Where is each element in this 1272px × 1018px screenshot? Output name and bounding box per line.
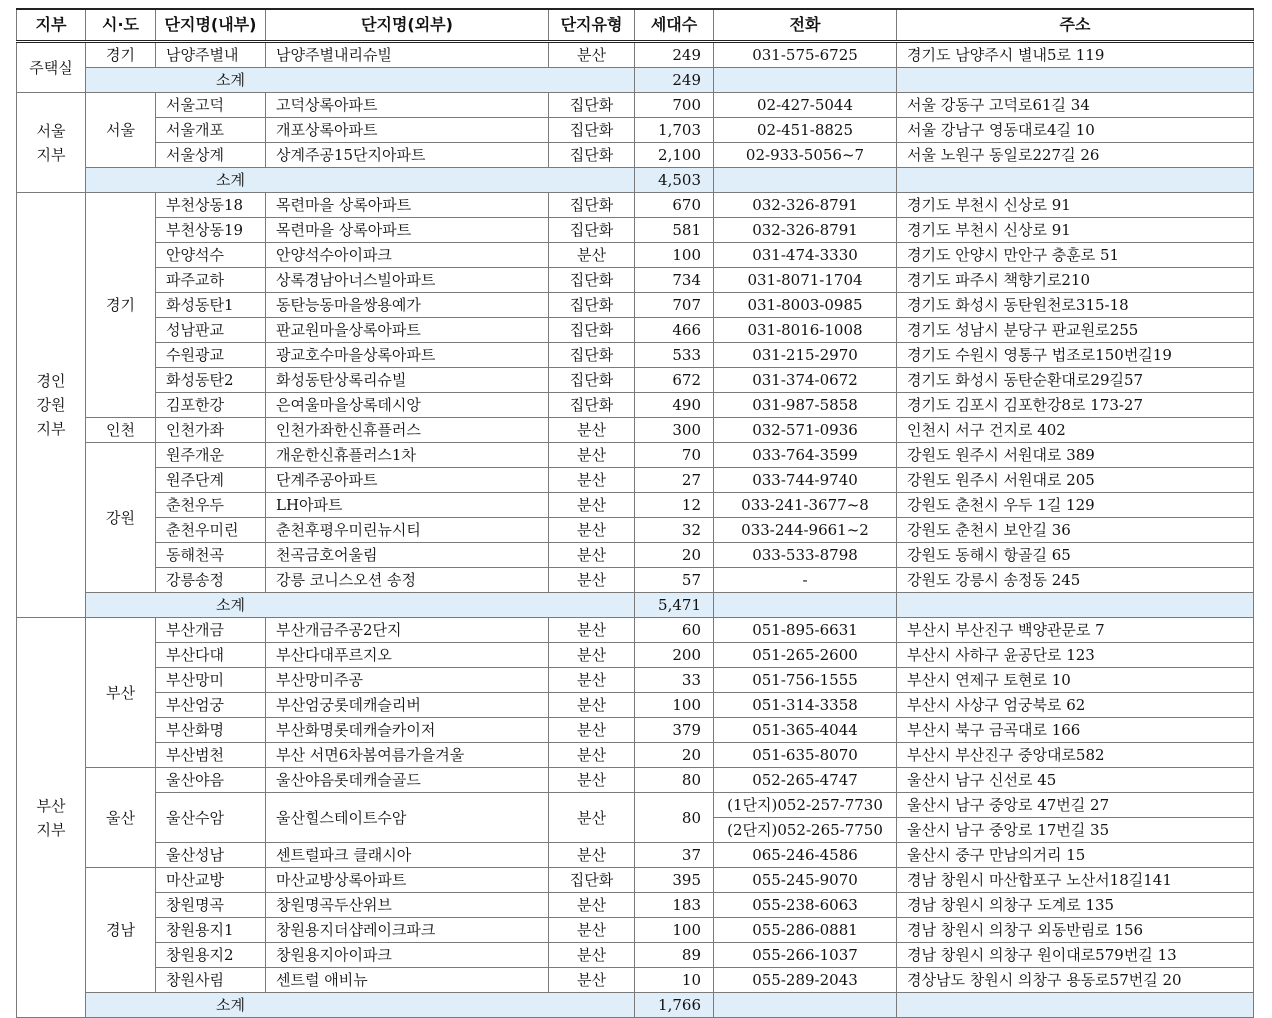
internal-name-cell: 부산화명 [156, 718, 266, 743]
units-cell: 2,100 [635, 143, 714, 168]
address-cell: 강원도 원주시 서원대로 389 [897, 443, 1254, 468]
address-cell: 경기도 부천시 신상로 91 [897, 218, 1254, 243]
units-cell: 533 [635, 343, 714, 368]
units-cell: 300 [635, 418, 714, 443]
subtotal-row [17, 993, 1254, 1018]
header-complex-type: 단지유형 [549, 9, 635, 42]
external-name-cell: 부산엄궁롯데캐슬리버 [266, 693, 549, 718]
complex-type-cell: 집단화 [549, 318, 635, 343]
phone-cell: 031-575-6725 [714, 42, 897, 68]
internal-name-cell: 창원명곡 [156, 893, 266, 918]
phone-cell: (1단지)052-257-7730 [714, 793, 897, 818]
external-name-cell: 목련마을 상록아파트 [266, 218, 549, 243]
address-cell: 경기도 남양주시 별내5로 119 [897, 42, 1254, 68]
complex-type-cell: 분산 [549, 893, 635, 918]
complex-type-cell: 분산 [549, 243, 635, 268]
branch-line: 서울 [36, 121, 66, 140]
internal-name-cell: 부산다대 [156, 643, 266, 668]
address-cell: 경남 창원시 마산합포구 노산서18길141 [897, 868, 1254, 893]
branch-line: 지부 [36, 820, 66, 839]
table-row [17, 768, 1254, 793]
table-row [17, 493, 1254, 518]
table-row [17, 318, 1254, 343]
subtotal-empty-phone [714, 993, 897, 1018]
units-cell: 707 [635, 293, 714, 318]
address-cell: 부산시 북구 금곡대로 166 [897, 718, 1254, 743]
complex-type-cell: 집단화 [549, 343, 635, 368]
address-cell: 서울 노원구 동일로227길 26 [897, 143, 1254, 168]
internal-name-cell: 원주개운 [156, 443, 266, 468]
address-cell: 경기도 부천시 신상로 91 [897, 193, 1254, 218]
external-name-cell: 목련마을 상록아파트 [266, 193, 549, 218]
phone-cell: 055-238-6063 [714, 893, 897, 918]
external-name-cell: 안양석수아이파크 [266, 243, 549, 268]
address-cell: 경기도 성남시 분당구 판교원로255 [897, 318, 1254, 343]
phone-cell: 051-895-6631 [714, 618, 897, 643]
subtotal-empty-phone [714, 593, 897, 618]
phone-cell: 051-635-8070 [714, 743, 897, 768]
branch-cell [17, 93, 86, 193]
units-cell: 200 [635, 643, 714, 668]
table-row [17, 968, 1254, 993]
header-external-name: 단지명(외부) [266, 9, 549, 42]
address-cell: 강원도 춘천시 우두 1길 129 [897, 493, 1254, 518]
address-cell: 경기도 김포시 김포한강8로 173-27 [897, 393, 1254, 418]
address-cell: 부산시 부산진구 백양관문로 7 [897, 618, 1254, 643]
table-row [17, 543, 1254, 568]
address-cell: 경기도 화성시 동탄원천로315-18 [897, 293, 1254, 318]
subtotal-units: 249 [635, 68, 714, 93]
internal-name-cell: 마산교방 [156, 868, 266, 893]
address-cell: 부산시 연제구 토현로 10 [897, 668, 1254, 693]
phone-cell: 051-756-1555 [714, 668, 897, 693]
subtotal-empty-address [897, 593, 1254, 618]
internal-name-cell: 화성동탄2 [156, 368, 266, 393]
table-row [17, 93, 1254, 118]
subtotal-label: 소계 [86, 993, 635, 1018]
phone-cell: (2단지)052-265-7750 [714, 818, 897, 843]
complex-type-cell: 분산 [549, 468, 635, 493]
internal-name-cell: 부산망미 [156, 668, 266, 693]
units-cell: 466 [635, 318, 714, 343]
units-cell: 20 [635, 743, 714, 768]
units-cell: 100 [635, 918, 714, 943]
internal-name-cell: 화성동탄1 [156, 293, 266, 318]
complex-type-cell: 집단화 [549, 143, 635, 168]
subtotal-row [17, 68, 1254, 93]
province-cell: 인천 [86, 418, 156, 443]
table-row [17, 218, 1254, 243]
phone-cell: 02-933-5056~7 [714, 143, 897, 168]
table-row [17, 343, 1254, 368]
branch-line: 강원 [36, 396, 66, 414]
phone-cell: 033-764-3599 [714, 443, 897, 468]
header-address: 주소 [897, 9, 1254, 42]
units-cell: 27 [635, 468, 714, 493]
province-cell: 강원 [86, 443, 156, 593]
phone-cell: 033-244-9661~2 [714, 518, 897, 543]
external-name-cell: 춘천후평우미린뉴시티 [266, 518, 549, 543]
header-phone: 전화 [714, 9, 897, 42]
table-row [17, 443, 1254, 468]
internal-name-cell: 동해천곡 [156, 543, 266, 568]
subtotal-empty-phone [714, 68, 897, 93]
internal-name-cell: 원주단계 [156, 468, 266, 493]
phone-cell: 031-987-5858 [714, 393, 897, 418]
address-cell: 경남 창원시 의창구 외동반림로 156 [897, 918, 1254, 943]
header-branch: 지부 [17, 9, 86, 42]
phone-cell: 031-8003-0985 [714, 293, 897, 318]
address-cell: 부산시 부산진구 중앙대로582 [897, 743, 1254, 768]
province-cell: 서울 [86, 93, 156, 168]
units-cell: 80 [635, 793, 714, 843]
table-row [17, 943, 1254, 968]
table-row [17, 668, 1254, 693]
external-name-cell: 창원명곡두산위브 [266, 893, 549, 918]
complex-type-cell: 분산 [549, 618, 635, 643]
internal-name-cell: 울산성남 [156, 843, 266, 868]
units-cell: 32 [635, 518, 714, 543]
external-name-cell: 동탄능동마을쌍용예가 [266, 293, 549, 318]
table-row [17, 718, 1254, 743]
phone-cell: - [714, 568, 897, 593]
units-cell: 20 [635, 543, 714, 568]
phone-cell: 051-365-4044 [714, 718, 897, 743]
internal-name-cell: 창원용지1 [156, 918, 266, 943]
phone-cell: 052-265-4747 [714, 768, 897, 793]
external-name-cell: 상계주공15단지아파트 [266, 143, 549, 168]
table-row [17, 793, 1254, 818]
external-name-cell: 천곡금호어울림 [266, 543, 549, 568]
subtotal-empty-address [897, 993, 1254, 1018]
internal-name-cell: 창원사림 [156, 968, 266, 993]
phone-cell: 033-744-9740 [714, 468, 897, 493]
external-name-cell: 인천가좌한신휴플러스 [266, 418, 549, 443]
phone-cell: 051-265-2600 [714, 643, 897, 668]
internal-name-cell: 서울고덕 [156, 93, 266, 118]
units-cell: 1,703 [635, 118, 714, 143]
complex-type-cell: 분산 [549, 718, 635, 743]
table-row [17, 268, 1254, 293]
subtotal-empty-phone [714, 168, 897, 193]
units-cell: 70 [635, 443, 714, 468]
units-cell: 60 [635, 618, 714, 643]
external-name-cell: 마산교방상록아파트 [266, 868, 549, 893]
external-name-cell: 화성동탄상록리슈빌 [266, 368, 549, 393]
address-cell: 강원도 원주시 서원대로 205 [897, 468, 1254, 493]
external-name-cell: 단계주공아파트 [266, 468, 549, 493]
phone-cell: 033-533-8798 [714, 543, 897, 568]
complex-type-cell: 분산 [549, 568, 635, 593]
internal-name-cell: 춘천우두 [156, 493, 266, 518]
address-cell: 울산시 남구 중앙로 47번길 27 [897, 793, 1254, 818]
subtotal-units: 4,503 [635, 168, 714, 193]
address-cell: 강원도 동해시 항골길 65 [897, 543, 1254, 568]
header-internal-name: 단지명(내부) [156, 9, 266, 42]
phone-cell: 031-215-2970 [714, 343, 897, 368]
complex-type-cell: 분산 [549, 793, 635, 843]
subtotal-label: 소계 [86, 68, 635, 93]
complex-type-cell: 분산 [549, 918, 635, 943]
province-cell: 울산 [86, 768, 156, 868]
subtotal-row [17, 168, 1254, 193]
complex-type-cell: 분산 [549, 668, 635, 693]
external-name-cell: 부산개금주공2단지 [266, 618, 549, 643]
table-row [17, 643, 1254, 668]
address-cell: 부산시 사상구 엄궁북로 62 [897, 693, 1254, 718]
complex-type-cell: 집단화 [549, 293, 635, 318]
table-row [17, 618, 1254, 643]
phone-cell: 031-374-0672 [714, 368, 897, 393]
address-cell: 울산시 남구 신선로 45 [897, 768, 1254, 793]
phone-cell: 065-246-4586 [714, 843, 897, 868]
units-cell: 490 [635, 393, 714, 418]
subtotal-empty-address [897, 168, 1254, 193]
units-cell: 100 [635, 693, 714, 718]
branch-cell [17, 193, 86, 618]
internal-name-cell: 수원광교 [156, 343, 266, 368]
phone-cell: 055-286-0881 [714, 918, 897, 943]
table-row [17, 143, 1254, 168]
units-cell: 670 [635, 193, 714, 218]
table-row [17, 293, 1254, 318]
units-cell: 100 [635, 243, 714, 268]
phone-cell: 055-266-1037 [714, 943, 897, 968]
address-cell: 강원도 강릉시 송정동 245 [897, 568, 1254, 593]
table-row [17, 918, 1254, 943]
external-name-cell: LH아파트 [266, 493, 549, 518]
province-cell: 경기 [86, 42, 156, 68]
external-name-cell: 개운한신휴플러스1차 [266, 443, 549, 468]
address-cell: 부산시 사하구 윤공단로 123 [897, 643, 1254, 668]
complex-type-cell: 집단화 [549, 93, 635, 118]
address-cell: 경상남도 창원시 의창구 용동로57번길 20 [897, 968, 1254, 993]
external-name-cell: 창원용지아이파크 [266, 943, 549, 968]
phone-cell: 033-241-3677~8 [714, 493, 897, 518]
table-row [17, 368, 1254, 393]
units-cell: 249 [635, 42, 714, 68]
units-cell: 395 [635, 868, 714, 893]
address-cell: 인천시 서구 건지로 402 [897, 418, 1254, 443]
branch-line: 지부 [36, 420, 66, 438]
subtotal-units: 5,471 [635, 593, 714, 618]
header-row [17, 9, 1254, 42]
phone-cell: 031-474-3330 [714, 243, 897, 268]
complex-type-cell: 분산 [549, 42, 635, 68]
internal-name-cell: 창원용지2 [156, 943, 266, 968]
branch-line: 지부 [36, 145, 66, 164]
phone-cell: 02-451-8825 [714, 118, 897, 143]
complex-type-cell: 분산 [549, 643, 635, 668]
external-name-cell: 남양주별내리슈빌 [266, 42, 549, 68]
complex-type-cell: 분산 [549, 943, 635, 968]
address-cell: 경남 창원시 의창구 원이대로579번길 13 [897, 943, 1254, 968]
internal-name-cell: 부천상동18 [156, 193, 266, 218]
units-cell: 379 [635, 718, 714, 743]
province-cell: 경기 [86, 193, 156, 418]
internal-name-cell: 부산범천 [156, 743, 266, 768]
external-name-cell: 울산야음롯데캐슬골드 [266, 768, 549, 793]
internal-name-cell: 파주교하 [156, 268, 266, 293]
external-name-cell: 광교호수마을상록아파트 [266, 343, 549, 368]
phone-cell: 032-571-0936 [714, 418, 897, 443]
table-row [17, 868, 1254, 893]
internal-name-cell: 서울개포 [156, 118, 266, 143]
units-cell: 12 [635, 493, 714, 518]
internal-name-cell: 인천가좌 [156, 418, 266, 443]
phone-cell: 031-8016-1008 [714, 318, 897, 343]
table-row [17, 893, 1254, 918]
address-cell: 경기도 화성시 동탄순환대로29길57 [897, 368, 1254, 393]
units-cell: 183 [635, 893, 714, 918]
complex-type-cell: 분산 [549, 493, 635, 518]
internal-name-cell: 강릉송정 [156, 568, 266, 593]
internal-name-cell: 안양석수 [156, 243, 266, 268]
branch-line: 부산 [36, 796, 66, 815]
branch-cell [17, 618, 86, 1018]
subtotal-row [17, 593, 1254, 618]
external-name-cell: 고덕상록아파트 [266, 93, 549, 118]
external-name-cell: 은여울마을상록데시앙 [266, 393, 549, 418]
units-cell: 734 [635, 268, 714, 293]
external-name-cell: 센트럴 애비뉴 [266, 968, 549, 993]
housing-complex-table [16, 8, 1254, 1018]
external-name-cell: 개포상록아파트 [266, 118, 549, 143]
external-name-cell: 울산힐스테이트수암 [266, 793, 549, 843]
complex-type-cell: 분산 [549, 518, 635, 543]
internal-name-cell: 울산야음 [156, 768, 266, 793]
units-cell: 89 [635, 943, 714, 968]
complex-type-cell: 집단화 [549, 118, 635, 143]
phone-cell: 055-245-9070 [714, 868, 897, 893]
units-cell: 672 [635, 368, 714, 393]
complex-type-cell: 집단화 [549, 268, 635, 293]
external-name-cell: 창원용지더샵레이크파크 [266, 918, 549, 943]
units-cell: 37 [635, 843, 714, 868]
external-name-cell: 센트럴파크 클래시아 [266, 843, 549, 868]
address-cell: 서울 강남구 영동대로4길 10 [897, 118, 1254, 143]
complex-type-cell: 분산 [549, 768, 635, 793]
table-row [17, 843, 1254, 868]
phone-cell: 055-289-2043 [714, 968, 897, 993]
header-units: 세대수 [635, 9, 714, 42]
complex-type-cell: 분산 [549, 743, 635, 768]
phone-cell: 031-8071-1704 [714, 268, 897, 293]
complex-type-cell: 분산 [549, 968, 635, 993]
internal-name-cell: 부산엄궁 [156, 693, 266, 718]
internal-name-cell: 김포한강 [156, 393, 266, 418]
units-cell: 80 [635, 768, 714, 793]
internal-name-cell: 부천상동19 [156, 218, 266, 243]
subtotal-empty-address [897, 68, 1254, 93]
complex-type-cell: 분산 [549, 543, 635, 568]
phone-cell: 02-427-5044 [714, 93, 897, 118]
external-name-cell: 부산 서면6차봄여름가을겨울 [266, 743, 549, 768]
internal-name-cell: 울산수암 [156, 793, 266, 843]
branch-cell: 주택실 [17, 42, 86, 93]
table-row [17, 193, 1254, 218]
table-row [17, 468, 1254, 493]
external-name-cell: 부산화명롯데캐슬카이저 [266, 718, 549, 743]
external-name-cell: 부산다대푸르지오 [266, 643, 549, 668]
province-cell: 경남 [86, 868, 156, 993]
table-row [17, 243, 1254, 268]
province-cell: 부산 [86, 618, 156, 768]
address-cell: 서울 강동구 고덕로61길 34 [897, 93, 1254, 118]
complex-type-cell: 분산 [549, 418, 635, 443]
units-cell: 581 [635, 218, 714, 243]
units-cell: 10 [635, 968, 714, 993]
address-cell: 울산시 중구 만남의거리 15 [897, 843, 1254, 868]
table-row [17, 118, 1254, 143]
internal-name-cell: 성남판교 [156, 318, 266, 343]
complex-type-cell: 집단화 [549, 193, 635, 218]
subtotal-label: 소계 [86, 168, 635, 193]
table-row [17, 693, 1254, 718]
complex-type-cell: 분산 [549, 693, 635, 718]
internal-name-cell: 부산개금 [156, 618, 266, 643]
internal-name-cell: 남양주별내 [156, 42, 266, 68]
complex-type-cell: 집단화 [549, 368, 635, 393]
complex-type-cell: 집단화 [549, 868, 635, 893]
table-row [17, 418, 1254, 443]
subtotal-label: 소계 [86, 593, 635, 618]
external-name-cell: 부산망미주공 [266, 668, 549, 693]
address-cell: 경기도 수원시 영통구 법조로150번길19 [897, 343, 1254, 368]
table-row [17, 743, 1254, 768]
subtotal-units: 1,766 [635, 993, 714, 1018]
table-row [17, 393, 1254, 418]
external-name-cell: 강릉 코니스오션 송정 [266, 568, 549, 593]
address-cell: 울산시 남구 중앙로 17번길 35 [897, 818, 1254, 843]
table-row [17, 568, 1254, 593]
phone-cell: 051-314-3358 [714, 693, 897, 718]
internal-name-cell: 서울상계 [156, 143, 266, 168]
external-name-cell: 판교원마을상록아파트 [266, 318, 549, 343]
address-cell: 경기도 파주시 책향기로210 [897, 268, 1254, 293]
branch-line: 경인 [36, 372, 66, 390]
address-cell: 강원도 춘천시 보안길 36 [897, 518, 1254, 543]
units-cell: 700 [635, 93, 714, 118]
address-cell: 경기도 안양시 만안구 충훈로 51 [897, 243, 1254, 268]
units-cell: 57 [635, 568, 714, 593]
header-province: 시·도 [86, 9, 156, 42]
complex-type-cell: 집단화 [549, 218, 635, 243]
complex-type-cell: 분산 [549, 843, 635, 868]
phone-cell: 032-326-8791 [714, 193, 897, 218]
complex-type-cell: 집단화 [549, 393, 635, 418]
phone-cell: 032-326-8791 [714, 218, 897, 243]
units-cell: 33 [635, 668, 714, 693]
table-row [17, 518, 1254, 543]
complex-type-cell: 분산 [549, 443, 635, 468]
internal-name-cell: 춘천우미린 [156, 518, 266, 543]
table-row [17, 42, 1254, 68]
external-name-cell: 상록경남아너스빌아파트 [266, 268, 549, 293]
address-cell: 경남 창원시 의창구 도계로 135 [897, 893, 1254, 918]
